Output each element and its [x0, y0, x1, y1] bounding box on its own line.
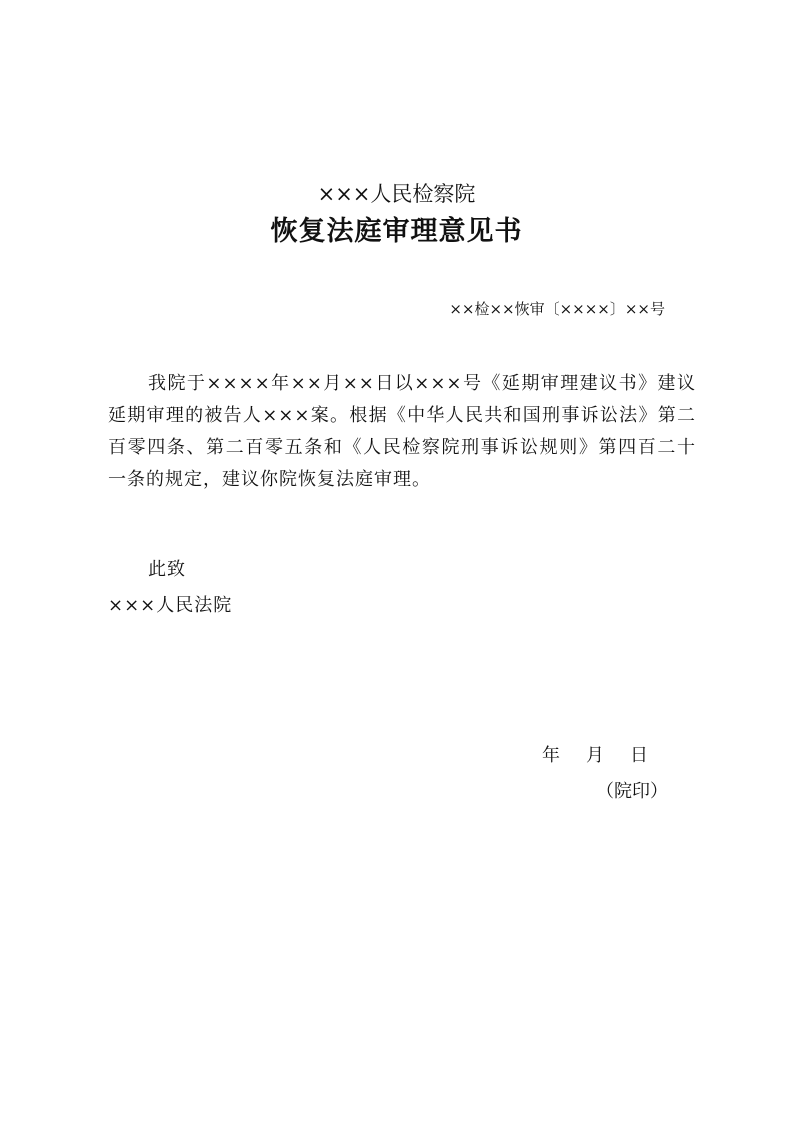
date-month: 月 [586, 745, 604, 766]
document-number: ××检××恢审〔××××〕××号 [449, 300, 665, 318]
body-paragraph: 我院于××××年××月××日以×××号《延期审理建议书》建议延期审理的被告人×××案。根据《中华人民共和国刑事诉讼法》第二百零四条、第二百零五条和《人民检察院刑事诉讼规则》第四百二十一条的规定，建议你院恢复法庭审理。 [108, 373, 696, 490]
issuing-organization: ×××人民检察院 [317, 182, 476, 206]
document-title: 恢复法庭审理意见书 [270, 216, 523, 247]
salutation: 此致 [148, 559, 186, 580]
date-day: 日 [630, 745, 648, 766]
date-line [542, 742, 674, 770]
recipient: ×××人民法院 [108, 595, 233, 616]
court-seal-note: （院印） [596, 781, 668, 802]
date-year: 年 [542, 745, 560, 766]
